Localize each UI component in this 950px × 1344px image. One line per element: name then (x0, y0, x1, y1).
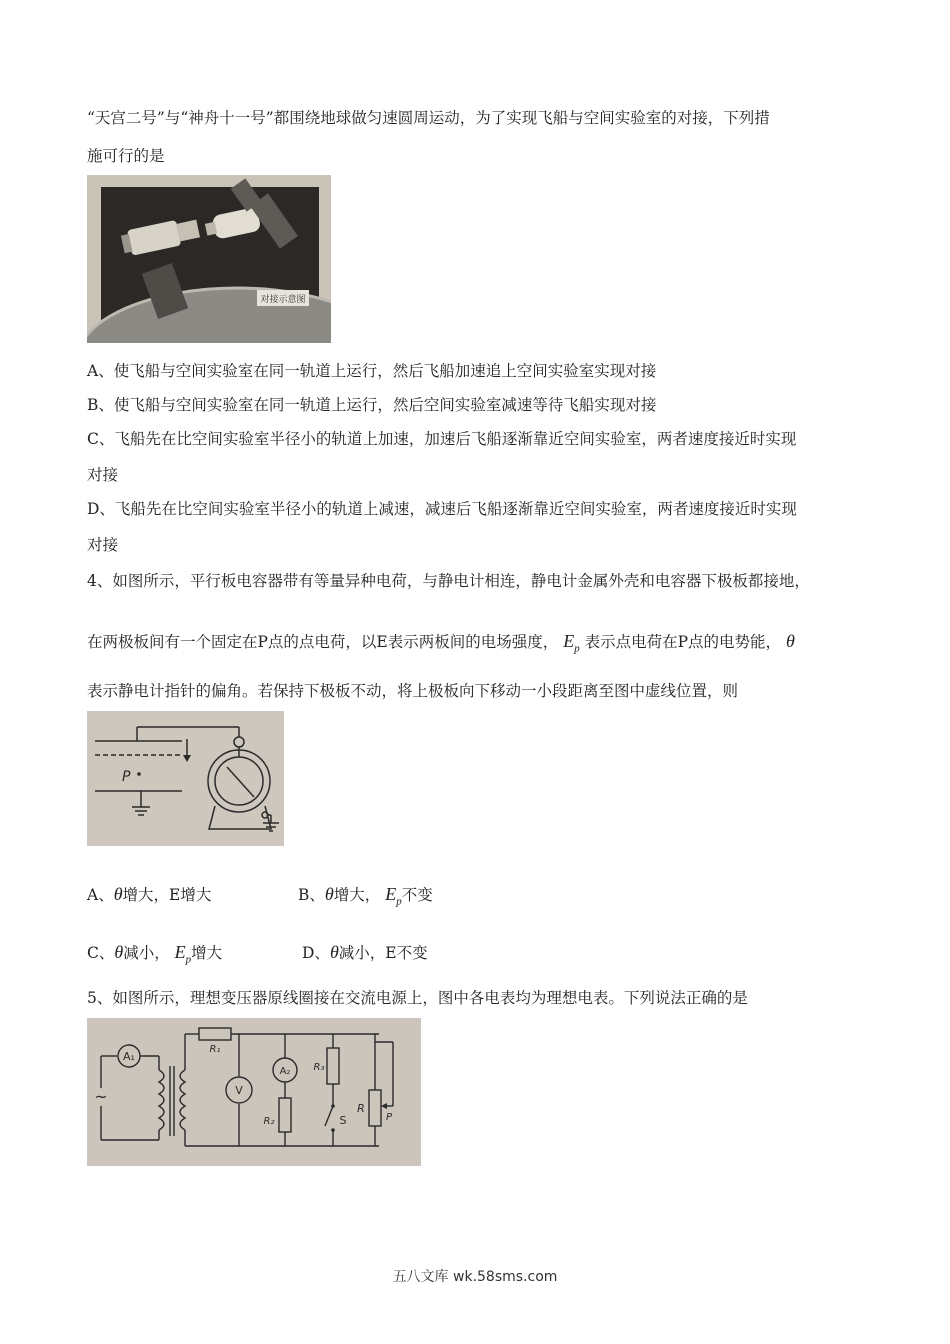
q3-stem-line2: 施可行的是 (87, 147, 165, 165)
q3-option-c-line2: 对接 (87, 466, 119, 484)
point-p-label: P (122, 769, 131, 785)
transformer-circuit-diagram (87, 1018, 421, 1166)
r3-label: R₃ (313, 1062, 325, 1073)
docking-photo (87, 175, 331, 343)
q3-option-d-line2: 对接 (87, 536, 119, 554)
q4-line2 (87, 630, 795, 660)
r-label: R (357, 1102, 365, 1115)
q4-line2-a: 在两极板间有一个固定在P点的点电荷，以E表示两板间的电场强度， (87, 633, 559, 651)
ac-source-symbol: ~ (94, 1087, 108, 1106)
q3-option-a: A、使飞船与空间实验室在同一轨道上运行，然后飞船加速追上空间实验室实现对接 (87, 362, 657, 380)
q4-option-c: C、θ减小， $E_p$增大 (87, 942, 223, 966)
ammeter-a2-label: A₂ (279, 1066, 291, 1077)
q3-option-c-line1: C、飞船先在比空间实验室半径小的轨道上加速，加速后飞船逐渐靠近空间实验室，两者速度接近时实现 (87, 430, 797, 448)
q4-line2-b: 表示点电荷在P点的电势能， (584, 633, 782, 651)
theta-symbol: θ (786, 631, 795, 651)
q4-option-b: B、θ增大， $E_p$不变 (298, 884, 433, 908)
ammeter-a1-label: A₁ (123, 1050, 135, 1063)
q4-line1: 4、如图所示，平行板电容器带有等量异种电荷，与静电计相连，静电计金属外壳和电容器下极板都接地， (87, 572, 810, 590)
switch-s-label: S (339, 1114, 347, 1127)
q4-option-a: A、θ增大，E增大 (87, 884, 212, 904)
page-footer: 五八文库 wk.58sms.com (392, 1269, 558, 1285)
voltmeter-v-label: V (235, 1084, 243, 1097)
q3-option-d-line1: D、飞船先在比空间实验室半径小的轨道上减速，减速后飞船逐渐靠近空间实验室，两者速度接近时实现 (87, 500, 797, 518)
ep-symbol: $E_p$ (563, 631, 580, 655)
q3-stem-line1: “天宫二号”与“神舟十一号”都围绕地球做匀速圆周运动，为了实现飞船与空间实验室的对接，下列措 (87, 109, 770, 127)
capacitor-electroscope-diagram (87, 711, 284, 846)
r1-label: R₁ (209, 1044, 221, 1055)
q5-line1: 5、如图所示，理想变压器原线圈接在交流电源上，图中各电表均为理想电表。下列说法正确的是 (87, 989, 748, 1007)
q3-option-b: B、使飞船与空间实验室在同一轨道上运行，然后空间实验室减速等待飞船实现对接 (87, 396, 657, 414)
q4-option-d: D、θ减小，E不变 (302, 942, 428, 962)
slider-p-label: P (385, 1112, 393, 1123)
q4-line3: 表示静电计指针的偏角。若保持下极板不动，将上极板向下移动一小段距离至图中虚线位置，则 (87, 682, 739, 700)
docking-caption: 对接示意图 (260, 295, 306, 305)
r2-label: R₂ (263, 1116, 275, 1127)
